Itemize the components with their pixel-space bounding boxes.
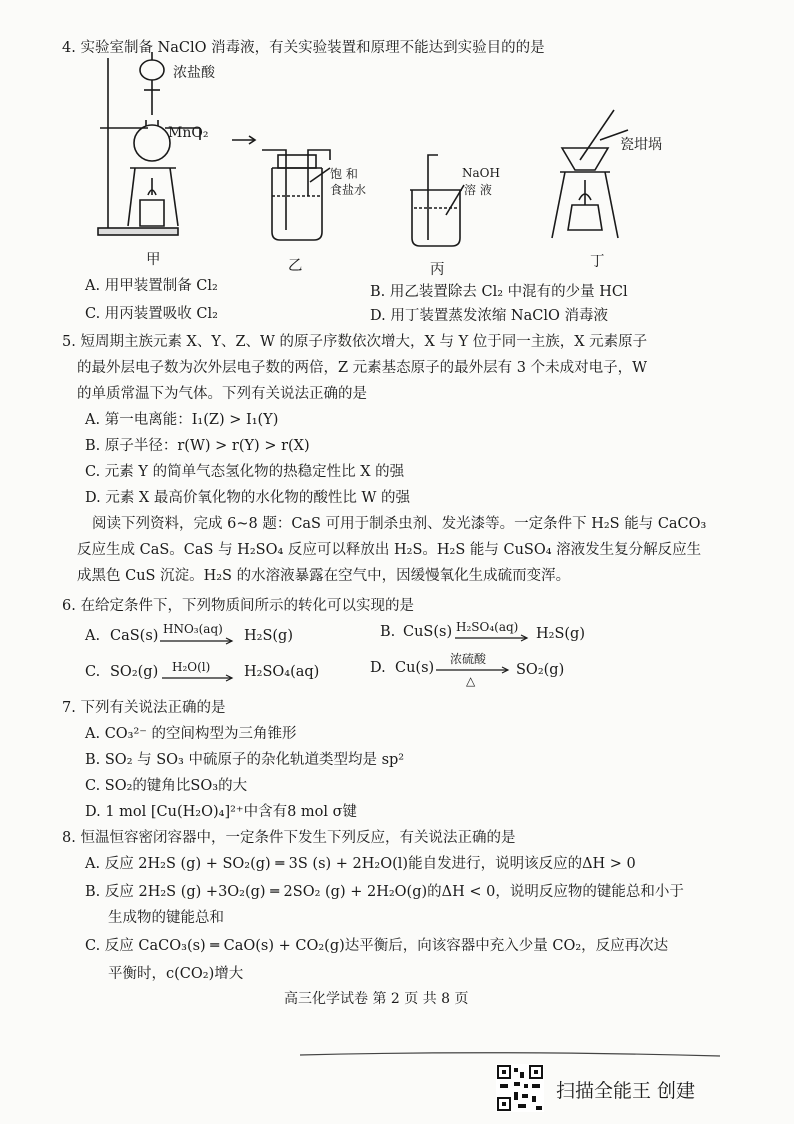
label-mno2: MnO₂	[168, 125, 209, 141]
qr-code-icon	[496, 1064, 544, 1112]
q7-option-a: A. CO₃²⁻ 的空间构型为三角锥形	[85, 726, 297, 742]
q6-d-left: Cu(s)	[395, 660, 435, 676]
apparatus-name-yi: 乙	[288, 258, 303, 274]
q4-option-d: D. 用丁装置蒸发浓缩 NaClO 消毒液	[370, 308, 608, 324]
q7-option-b: B. SO₂ 与 SO₃ 中硫原子的杂化轨道类型均是 sp²	[85, 752, 405, 768]
q6-b-left: CuS(s)	[403, 624, 453, 640]
q8-option-b-cont: 生成物的键能总和	[108, 910, 224, 926]
q8-option-c-cont: 平衡时，c(CO₂)增大	[108, 966, 244, 982]
scanner-watermark: 扫描全能王 创建	[556, 1080, 696, 1102]
q6-a-arrow	[160, 637, 240, 647]
q6-a-left: CaS(s)	[110, 628, 159, 644]
label-naoh-2: 溶 液	[464, 183, 492, 197]
q6-a-label: A.	[85, 628, 101, 644]
q8-stem: 8. 恒温恒容密闭容器中，一定条件下发生下列反应，有关说法正确的是	[62, 830, 516, 846]
q5-option-c: C. 元素 Y 的简单气态氢化物的热稳定性比 X 的强	[85, 464, 405, 480]
q5-line-2: 的最外层电子数为次外层电子数的两倍，Z 元素基态原子的最外层有 3 个未成对电子，W	[77, 360, 648, 376]
q7-option-d: D. 1 mol [Cu(H₂O)₄]²⁺中含有8 mol σ键	[85, 804, 358, 820]
q6-b-label: B.	[380, 624, 396, 640]
label-saturated-1: 饱 和	[330, 167, 358, 181]
reading-line-1: 阅读下列资料，完成 6~8 题：CaS 可用于制杀虫剂、发光漆等。一定条件下 H₂S 能与 CaCO₃	[92, 516, 707, 532]
q4-option-c: C. 用丙装置吸收 Cl₂	[85, 306, 218, 322]
q6-d-arrow	[436, 666, 516, 676]
q5-option-d: D. 元素 X 最高价氧化物的水化物的酸性比 W 的强	[85, 490, 410, 506]
q6-c-arrow	[162, 674, 242, 684]
label-naoh-1: NaOH	[462, 166, 500, 180]
q5-line-1: 5. 短周期主族元素 X、Y、Z、W 的原子序数依次增大，X 与 Y 位于同一主族，X 元素原子	[62, 334, 648, 350]
q5-option-a: A. 第一电离能：I₁(Z) > I₁(Y)	[85, 412, 279, 428]
q7-option-c: C. SO₂的键角比SO₃的大	[85, 778, 248, 794]
q6-stem: 6. 在给定条件下，下列物质间所示的转化可以实现的是	[62, 598, 414, 614]
q5-line-3: 的单质常温下为气体。下列有关说法正确的是	[77, 386, 367, 402]
q6-d-condition: △	[466, 674, 476, 688]
reading-line-3: 成黑色 CuS 沉淀。H₂S 的水溶液暴露在空气中，因缓慢氧化生成硫而变浑。	[77, 568, 571, 584]
q6-c-right: H₂SO₄(aq)	[244, 664, 320, 680]
q8-option-c: C. 反应 CaCO₃(s) ═ CaO(s) + CO₂(g)达平衡后，向该容器中充入少量 CO₂，反应再次达	[85, 938, 669, 954]
q4-option-a: A. 用甲装置制备 Cl₂	[85, 278, 218, 294]
apparatus-name-jia: 甲	[146, 252, 161, 268]
q6-c-left: SO₂(g)	[110, 664, 159, 680]
label-conc-hcl: 浓盐酸	[173, 65, 215, 81]
q6-b-arrow	[455, 634, 535, 644]
q8-option-a: A. 反应 2H₂S (g) + SO₂(g) ═ 3S (s) + 2H₂O(l)能自发进行，说明该反应的ΔH > 0	[85, 856, 636, 872]
q6-b-reagent: H₂SO₄(aq)	[456, 620, 519, 634]
q6-d-reagent: 浓硫酸	[450, 652, 487, 666]
q4-stem: 4. 实验室制备 NaClO 消毒液，有关实验装置和原理不能达到实验目的的是	[62, 40, 545, 56]
q6-b-right: H₂S(g)	[536, 626, 585, 642]
q6-d-label: D.	[370, 660, 386, 676]
apparatus-name-bing: 丙	[430, 262, 445, 278]
q8-option-b: B. 反应 2H₂S (g) +3O₂(g) ═ 2SO₂ (g) + 2H₂O(g)的ΔH < 0，说明反应物的键能总和小于	[85, 884, 684, 900]
q4-option-b: B. 用乙装置除去 Cl₂ 中混有的少量 HCl	[370, 284, 628, 300]
page-footer: 高三化学试卷 第 2 页 共 8 页	[284, 991, 469, 1007]
apparatus-name-ding: 丁	[590, 254, 605, 270]
label-crucible: 瓷坩埚	[620, 137, 662, 153]
q6-a-right: H₂S(g)	[244, 628, 293, 644]
q6-c-label: C.	[85, 664, 101, 680]
q5-option-b: B. 原子半径：r(W) > r(Y) > r(X)	[85, 438, 310, 454]
q6-d-right: SO₂(g)	[516, 662, 565, 678]
q6-c-reagent: H₂O(l)	[172, 660, 211, 674]
q6-a-reagent: HNO₃(aq)	[163, 622, 223, 636]
q7-stem: 7. 下列有关说法正确的是	[62, 700, 226, 716]
label-saturated-2: 食盐水	[330, 183, 367, 197]
reading-line-2: 反应生成 CaS。CaS 与 H₂SO₄ 反应可以释放出 H₂S。H₂S 能与 CuSO₄ 溶液发生复分解反应生	[77, 542, 702, 558]
bottom-rule	[0, 1050, 794, 1060]
